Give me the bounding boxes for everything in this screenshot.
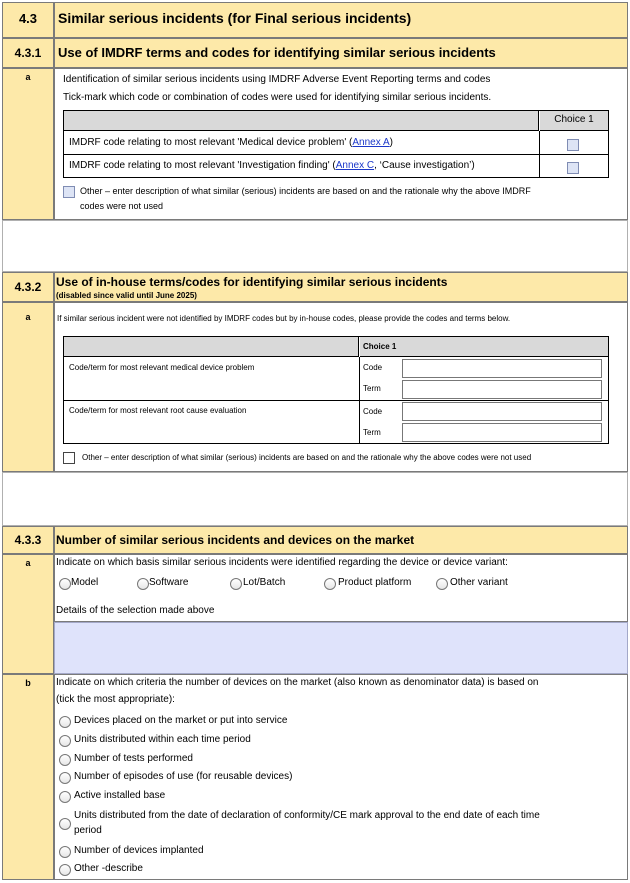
denominator-devices-implanted-radio[interactable] bbox=[59, 846, 71, 858]
annex-a-link[interactable]: Annex A bbox=[352, 137, 390, 148]
inhouse-term-label-1: Term bbox=[363, 384, 381, 393]
denominator-question-line2: (tick the most appropriate): bbox=[56, 694, 175, 705]
section-4-3-number: 4.3 bbox=[18, 11, 38, 26]
inhouse-other-checkbox[interactable] bbox=[63, 452, 75, 464]
root-cause-code-input[interactable] bbox=[402, 402, 602, 421]
imdrf-row2-close: , ‘Cause investigation’) bbox=[374, 160, 475, 171]
inhouse-code-label-2: Code bbox=[363, 407, 383, 416]
basis-model-radio[interactable] bbox=[59, 578, 71, 590]
annex-c-link[interactable]: Annex C bbox=[335, 160, 375, 171]
inhouse-other-description-field[interactable] bbox=[2, 472, 628, 526]
inhouse-row-device-problem: Code/term for most relevant medical device problem bbox=[69, 363, 255, 372]
denominator-option-3: Number of tests performed bbox=[74, 753, 193, 764]
imdrf-row2-text: IMDRF code relating to most relevant 'Investigation finding' ( bbox=[69, 160, 336, 171]
inhouse-code-label-1: Code bbox=[363, 363, 383, 372]
section-4-3-3-a-label: a bbox=[25, 558, 31, 568]
imdrf-col-divider bbox=[539, 131, 540, 177]
section-4-3-2-title: Use of in-house terms/codes for identifying similar serious incidents bbox=[56, 275, 448, 289]
investigation-finding-checkbox[interactable] bbox=[567, 162, 579, 174]
imdrf-other-description-field[interactable] bbox=[2, 220, 628, 272]
imdrf-row1-close: ) bbox=[389, 137, 393, 148]
basis-other-variant-radio[interactable] bbox=[436, 578, 448, 590]
section-4-3-title: Similar serious incidents (for Final serious incidents) bbox=[58, 10, 412, 26]
imdrf-row-divider bbox=[64, 154, 608, 155]
inhouse-choice-header-cell bbox=[360, 337, 608, 357]
imdrf-choice-header: Choice 1 bbox=[554, 114, 594, 125]
section-4-3-1-title: Use of IMDRF terms and codes for identifying similar serious incidents bbox=[58, 45, 496, 60]
denominator-episodes-of-use-radio[interactable] bbox=[59, 772, 71, 784]
basis-question: Indicate on which basis similar serious incidents were identified regarding the device or device variant: bbox=[56, 557, 508, 568]
imdrf-row-investigation-finding bbox=[69, 160, 475, 171]
section-4-3-1-sub-cell bbox=[2, 68, 54, 220]
denominator-other-radio[interactable] bbox=[59, 864, 71, 876]
imdrf-intro-line1: Identification of similar serious incidents using IMDRF Adverse Event Reporting terms and codes bbox=[63, 74, 491, 85]
denominator-option-4: Number of episodes of use (for reusable devices) bbox=[74, 771, 293, 782]
basis-software-radio[interactable] bbox=[137, 578, 149, 590]
section-4-3-2-number: 4.3.2 bbox=[14, 280, 42, 294]
basis-product-platform-radio[interactable] bbox=[324, 578, 336, 590]
imdrf-table-header-blank bbox=[64, 111, 539, 131]
denominator-placed-on-market-radio[interactable] bbox=[59, 716, 71, 728]
section-4-3-1-sub-label: a bbox=[25, 72, 31, 82]
section-4-3-3-title: Number of similar serious incidents and devices on the market bbox=[56, 533, 415, 547]
denominator-option-1: Devices placed on the market or put into service bbox=[74, 715, 288, 726]
section-4-3-3-b-sub-cell bbox=[2, 674, 54, 880]
inhouse-intro: If similar serious incident were not identified by IMDRF codes but by in-house codes, please provide the codes and terms below. bbox=[57, 314, 511, 323]
basis-software-label: Software bbox=[149, 577, 189, 588]
section-4-3-2-subtitle: (disabled since valid until June 2025) bbox=[56, 291, 197, 300]
section-4-3-3-b-label: b bbox=[25, 678, 31, 688]
section-4-3-1-number: 4.3.1 bbox=[14, 46, 42, 60]
denominator-option-8: Other -describe bbox=[74, 863, 143, 874]
denominator-tests-performed-radio[interactable] bbox=[59, 754, 71, 766]
inhouse-choice-header: Choice 1 bbox=[363, 342, 397, 351]
basis-lot-batch-label: Lot/Batch bbox=[243, 577, 286, 588]
inhouse-row-divider bbox=[64, 400, 608, 401]
denominator-option-5: Active installed base bbox=[74, 790, 166, 801]
inhouse-term-label-2: Term bbox=[363, 428, 381, 437]
denominator-question-line1: Indicate on which criteria the number of devices on the market (also known as denominator data) is based on bbox=[56, 677, 539, 688]
device-problem-code-input[interactable] bbox=[402, 359, 602, 378]
denominator-option-6-cont: period bbox=[74, 825, 102, 836]
imdrf-other-line2: codes were not used bbox=[80, 201, 164, 211]
denominator-option-6: Units distributed from the date of declaration of conformity/CE mark approval to the end date of each time bbox=[74, 810, 540, 821]
denominator-option-7: Number of devices implanted bbox=[74, 845, 204, 856]
basis-product-platform-label: Product platform bbox=[338, 577, 412, 588]
denominator-installed-base-radio[interactable] bbox=[59, 791, 71, 803]
selection-details-label: Details of the selection made above bbox=[56, 605, 215, 616]
denominator-option-2: Units distributed within each time period bbox=[74, 734, 251, 745]
basis-model-label: Model bbox=[71, 577, 99, 588]
denominator-units-distributed-radio[interactable] bbox=[59, 735, 71, 747]
selection-details-field[interactable] bbox=[54, 622, 628, 674]
denominator-units-since-ce-radio[interactable] bbox=[59, 818, 71, 830]
root-cause-term-input[interactable] bbox=[402, 423, 602, 442]
medical-device-problem-checkbox[interactable] bbox=[567, 139, 579, 151]
imdrf-intro-line2: Tick-mark which code or combination of codes were used for identifying similar serious incidents. bbox=[63, 92, 492, 103]
basis-lot-batch-radio[interactable] bbox=[230, 578, 242, 590]
inhouse-table-header-blank bbox=[64, 337, 359, 357]
device-problem-term-input[interactable] bbox=[402, 380, 602, 399]
imdrf-other-line1: Other – enter description of what similar (serious) incidents are based on and the rationale why the above IMDRF bbox=[80, 186, 531, 196]
imdrf-row1-text: IMDRF code relating to most relevant 'Medical device problem' ( bbox=[69, 137, 353, 148]
section-4-3-2-sub-cell bbox=[2, 302, 54, 472]
inhouse-row-root-cause: Code/term for most relevant root cause evaluation bbox=[69, 406, 247, 415]
section-4-3-3-a-sub-cell bbox=[2, 554, 54, 674]
section-4-3-2-sub-label: a bbox=[25, 312, 31, 322]
imdrf-other-checkbox[interactable] bbox=[63, 186, 75, 198]
basis-other-variant-label: Other variant bbox=[450, 577, 508, 588]
imdrf-row-medical-device-problem bbox=[69, 137, 393, 148]
section-4-3-3-number: 4.3.3 bbox=[14, 533, 42, 547]
inhouse-other-text: Other – enter description of what similar (serious) incidents are based on and the rationale why the above codes were not used bbox=[82, 453, 532, 462]
